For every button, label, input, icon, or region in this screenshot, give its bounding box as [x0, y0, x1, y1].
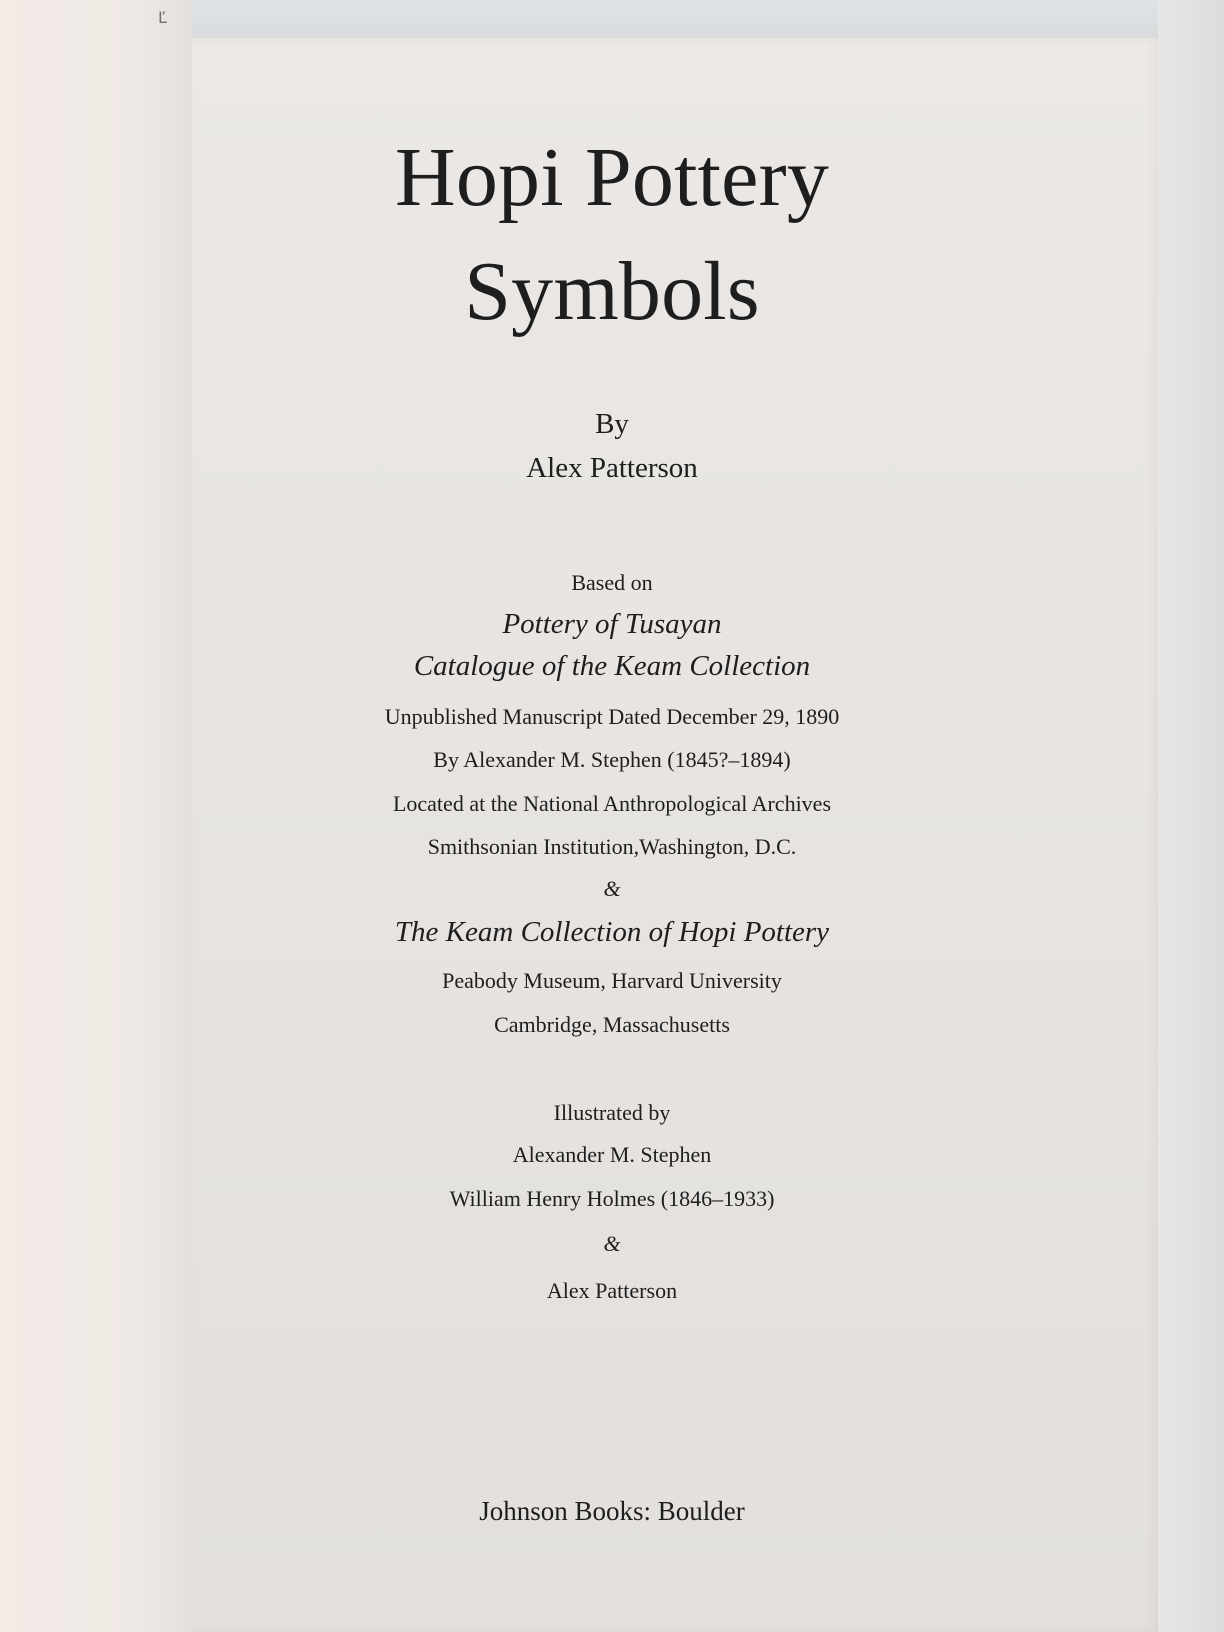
author-name: Alex Patterson [526, 452, 698, 484]
top-background-strip [150, 0, 1224, 40]
right-background-edge [1158, 0, 1224, 1632]
publisher-line: Johnson Books: Boulder [479, 1496, 745, 1526]
illustrator-2: William Henry Holmes (1846–1933) [449, 1186, 775, 1211]
illustrated-by-label: Illustrated by [553, 1100, 671, 1125]
book-title-line-1: Hopi Pottery [394, 131, 830, 224]
ampersand-2: & [603, 1231, 621, 1256]
illustrator-1: Alexander M. Stephen [512, 1142, 712, 1167]
second-source-title: The Keam Collection of Hopi Pottery [394, 916, 830, 948]
second-location-2: Cambridge, Massachusetts [494, 1012, 730, 1037]
second-location-1: Peabody Museum, Harvard University [442, 968, 782, 993]
book-title-line-2: Symbols [464, 245, 760, 338]
corner-handwritten-mark: Ľ [158, 8, 167, 27]
based-on-label: Based on [571, 570, 653, 595]
manuscript-line: Unpublished Manuscript Dated December 29, 1890 [384, 704, 840, 729]
based-on-title-2: Catalogue of the Keam Collection [413, 650, 811, 682]
illustrator-3: Alex Patterson [546, 1278, 678, 1303]
manuscript-author: By Alexander M. Stephen (1845?–1894) [433, 747, 791, 772]
location-line-2: Smithsonian Institution,Washington, D.C. [427, 834, 797, 859]
based-on-title-1: Pottery of Tusayan [502, 608, 722, 640]
location-line-1: Located at the National Anthropological Archives [392, 791, 832, 816]
left-page-edge [0, 0, 192, 1632]
by-label: By [595, 408, 629, 440]
ampersand-1: & [603, 876, 621, 901]
